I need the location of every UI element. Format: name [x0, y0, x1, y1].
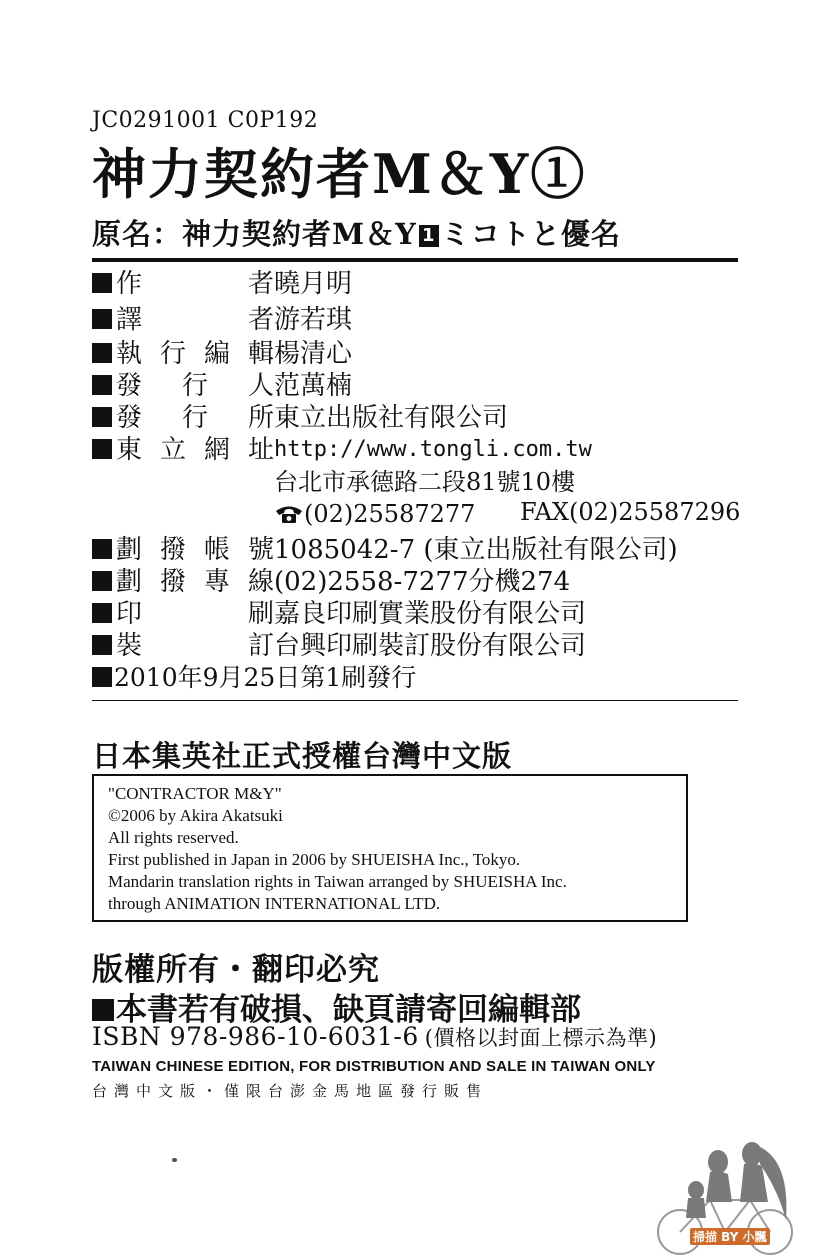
address: 台北市承德路二段81號10樓: [274, 468, 576, 496]
copyright-line: ©2006 by Akira Akatsuki: [108, 806, 283, 825]
original-title-prefix: 原名：神力契約者M＆Y: [92, 217, 417, 251]
credit-row-binding: [92, 630, 587, 662]
credit-label: 發 行 所: [116, 403, 274, 433]
credit-row-account: [92, 534, 678, 566]
credit-value: 1085042-7 (東立出版社有限公司): [274, 535, 678, 565]
bullet-square: [92, 539, 112, 559]
bullet-square: [92, 273, 112, 293]
credit-row-publishing-house: [92, 402, 509, 434]
credit-value: 游若琪: [274, 305, 353, 335]
credit-value: 范萬楠: [274, 371, 353, 401]
catalog-code: JC0291001 C0P192: [92, 108, 319, 133]
credit-label: 作 者: [116, 269, 274, 299]
publish-date-text: 2010年9月25日第1刷發行: [114, 663, 417, 692]
credit-row-hotline: [92, 566, 571, 598]
rights-reserved: 版權所有・翻印必究: [92, 952, 380, 988]
original-title: [92, 214, 621, 254]
bullet-square: [92, 309, 112, 329]
credit-value: 台興印刷裝訂股份有限公司: [274, 631, 587, 661]
credit-row-author: [92, 268, 353, 300]
bullet-square: [92, 635, 112, 655]
telephone-icon: [274, 500, 304, 520]
phone-line: [274, 498, 475, 530]
edition-english: TAIWAN CHINESE EDITION, FOR DISTRIBUTION AND SALE IN TAIWAN ONLY: [92, 1058, 656, 1075]
isbn: ISBN 978-986-10-6031-6: [92, 1022, 419, 1051]
credit-label: 發 行 人: [116, 371, 274, 401]
credit-value: 東立出版社有限公司: [274, 403, 509, 433]
copyright-box: [92, 774, 688, 922]
credit-row-publisher: [92, 370, 353, 402]
copyright-line: All rights reserved.: [108, 828, 239, 847]
bullet-square: [92, 439, 112, 459]
credit-value: (02)2558-7277分機274: [274, 567, 571, 597]
scan-credit-watermark: 掃描 BY 小飄: [690, 1228, 770, 1245]
bullet-square: [92, 343, 112, 363]
website-link[interactable]: http://www.tongli.com.tw: [274, 437, 592, 462]
credit-value: 嘉良印刷實業股份有限公司: [274, 599, 587, 629]
copyright-line: through ANIMATION INTERNATIONAL LTD.: [108, 894, 441, 913]
license-statement: 日本集英社正式授權台灣中文版: [92, 739, 513, 773]
bullet-square: [92, 603, 112, 623]
bullet-square: [92, 667, 112, 687]
price-note: (價格以封面上標示為準): [424, 1026, 658, 1050]
credit-value: 曉月明: [274, 269, 353, 299]
volume-badge: 1: [419, 225, 439, 247]
credit-label: 劃撥專線: [116, 567, 274, 597]
credit-row-translator: [92, 304, 353, 336]
fax-number: FAX(02)25587296: [520, 498, 741, 526]
copyright-line: "CONTRACTOR M&Y": [108, 784, 282, 803]
copyright-line: First published in Japan in 2006 by SHUEISHA Inc., Tokyo.: [108, 850, 521, 869]
title-divider: [92, 258, 738, 262]
bullet-square: [92, 571, 112, 591]
isbn-line: [92, 1022, 657, 1052]
bullet-square: [92, 375, 112, 395]
credit-row-printing: [92, 598, 587, 630]
credit-label: 執行編輯: [116, 339, 274, 369]
damage-notice-text: 本書若有破損、缺頁請寄回編輯部: [116, 992, 581, 1028]
edition-chinese: 台灣中文版・僅限台澎金馬地區發行販售: [92, 1082, 489, 1100]
publish-date: [92, 662, 416, 694]
bullet-square: [92, 407, 112, 427]
credit-row-editor: [92, 338, 353, 370]
book-title: 神力契約者M＆Y①: [92, 142, 587, 206]
bullet-square: [92, 999, 114, 1021]
credit-row-website: [92, 434, 592, 466]
copyright-line: Mandarin translation rights in Taiwan arranged by SHUEISHA Inc.: [108, 872, 567, 891]
credit-label: 劃撥帳號: [116, 535, 274, 565]
original-title-suffix: ミコトと優名: [440, 217, 621, 251]
section-divider: [92, 700, 738, 701]
credit-label: 裝 訂: [116, 631, 274, 661]
credit-value: 楊清心: [274, 339, 353, 369]
credit-label: 印 刷: [116, 599, 274, 629]
credit-label: 譯 者: [116, 305, 274, 335]
credit-label: 東立網址: [116, 435, 274, 465]
stray-dot: [172, 1158, 177, 1162]
phone-number: (02)25587277: [304, 500, 476, 528]
